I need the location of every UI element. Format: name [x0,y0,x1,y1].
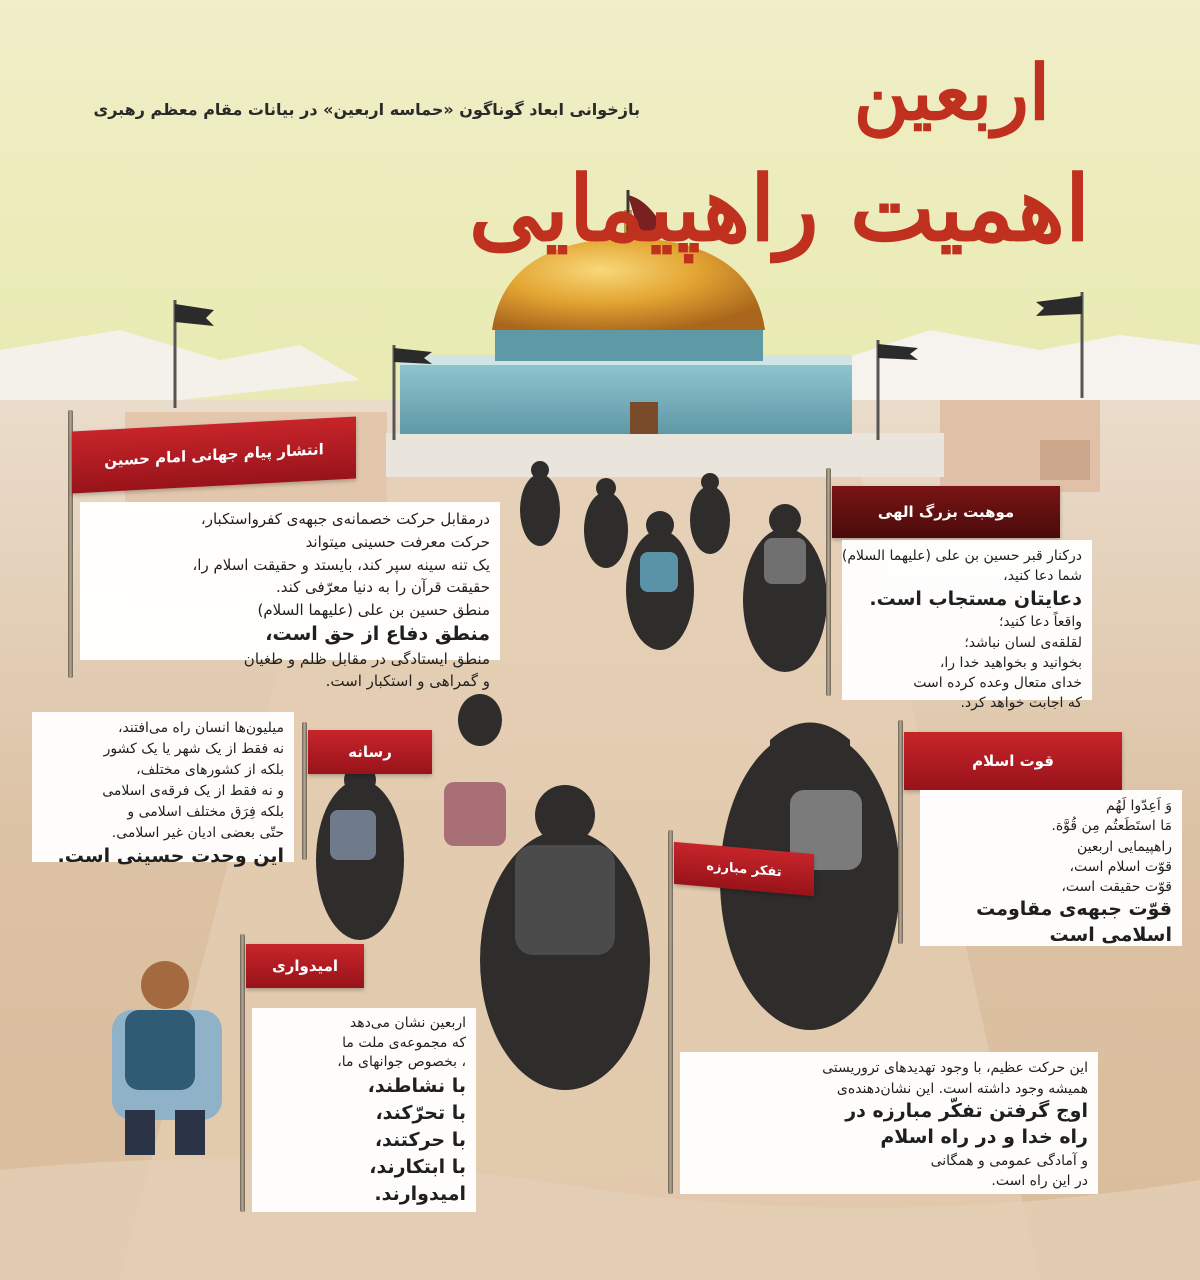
flag-pole [302,722,307,860]
emphasis-line: این وحدت حسینی است. [57,845,284,867]
text-line: منطق حسین بن علی (علیهما السلام) [257,601,490,620]
text-line: در این راه است. [991,1173,1088,1190]
text-line: واقعاً دعا کنید؛ [998,614,1082,631]
text-line: این حرکت عظیم، با وجود تهدیدهای تروریستی [822,1060,1088,1076]
text-line: درکنار قبر حسین بن علی (علیهما السلام) [841,548,1082,564]
flag-pole [240,934,245,1212]
text-line: یک تنه سینه سپر کند، بایستد و حقیقت اسلام را، [192,555,490,574]
text-line: حرکت معرفت حسینی میتواند [305,532,490,551]
text-line: ، بخصوص جوانهای ما، [337,1054,466,1071]
flag-banner: قوت اسلام [904,732,1122,790]
emphasis-line: قوّت جبهه‌ی مقاومت اسلامی است [976,898,1172,947]
section-3-text [32,712,294,867]
text-line: خدای متعال وعده کرده است [913,675,1082,692]
emphasis-line: با ابتکارند، [369,1155,466,1178]
text-line: راهپیمایی اربعین [1076,838,1172,855]
title-block [150,38,1090,338]
text-line: قوّت اسلام است، [1069,858,1172,875]
text-line: که مجموعه‌ی ملت ما [342,1034,466,1051]
text-line: بخوانید و بخواهید خدا را، [939,654,1082,671]
section-2-text [841,540,1092,712]
emphasis-line: با تحرّکند، [375,1101,466,1124]
text-line: که اجابت خواهد کرد. [960,695,1082,712]
text-line: مَا استَطَعتُم مِن قُوَّة. [1051,818,1172,835]
text-line: قوّت حقیقت است، [1061,879,1172,896]
flag-pole [826,468,831,696]
text-line: درمقابل حرکت خصمانه‌ی جبهه‌ی کفرواستکبار، [200,510,490,528]
flag-3 [302,722,442,862]
flag-banner: امیدواری [246,944,364,988]
text-line: لقلقه‌ی لسان نباشد؛ [964,634,1082,651]
emphasis-line: با حرکتند، [374,1128,466,1151]
flag-banner: رسانه [308,730,432,774]
emphasis-line: امیدوارند. [374,1182,466,1205]
flag-pole [898,720,903,944]
title-line-2: اهمیت راهپیمایی [468,156,1090,262]
text-line: همیشه وجود داشته است. این نشان‌دهنده‌ی [836,1080,1088,1097]
title-line-1: اربعین [853,48,1050,137]
text-line: اربعین نشان می‌دهد [349,1015,466,1031]
text-line: و آمادگی عمومی و همگانی [930,1152,1088,1169]
section-5-text [680,1052,1098,1194]
flag-pole [668,830,673,1194]
text-line: و نه فقط از یک فرقه‌ی اسلامی [102,783,284,799]
text-line: شما دعا کنید، [1003,568,1082,585]
text-line: بلکه از کشورهای مختلف، [136,762,284,778]
flag-banner: انتشار پیام جهانی امام حسین [72,417,356,494]
emphasis-line: اوج گرفتن تفکّر مبارزه در راه خدا و در راه اسلام [845,1100,1088,1149]
text-line: منطق ایستادگی در مقابل ظلم و طغیان [243,649,490,668]
text-line: میلیون‌ها انسان راه می‌افتند، [118,720,284,736]
section-6-text [252,1008,476,1212]
text-line: وَ اَعِدّوا لَهُم [1106,798,1172,814]
text-line: بلکه فِرَق مختلف اسلامی و [127,804,284,820]
section-1-text [80,502,500,691]
text-line: حتّی بعضی ادیان غیر اسلامی. [111,825,284,841]
subtitle: بازخوانی ابعاد گوناگون «حماسه اربعین» در بیانات مقام معظم رهبری [93,100,640,119]
text-line: نه فقط از یک شهر یا یک کشور [103,741,284,757]
emphasis-line: منطق دفاع از حق است، [265,622,490,645]
emphasis-line: دعایتان مستجاب است. [869,587,1082,610]
section-4-text [920,790,1182,946]
text-line: حقیقت قرآن را به دنیا معرّفی کند. [275,578,490,597]
flag-banner: موهبت بزرگ الهی [832,486,1060,538]
flag-banner: تفکر مبارزه [674,842,814,896]
text-line: و گمراهی و استکبار است. [325,672,490,691]
emphasis-line: با نشاطند، [367,1074,466,1097]
